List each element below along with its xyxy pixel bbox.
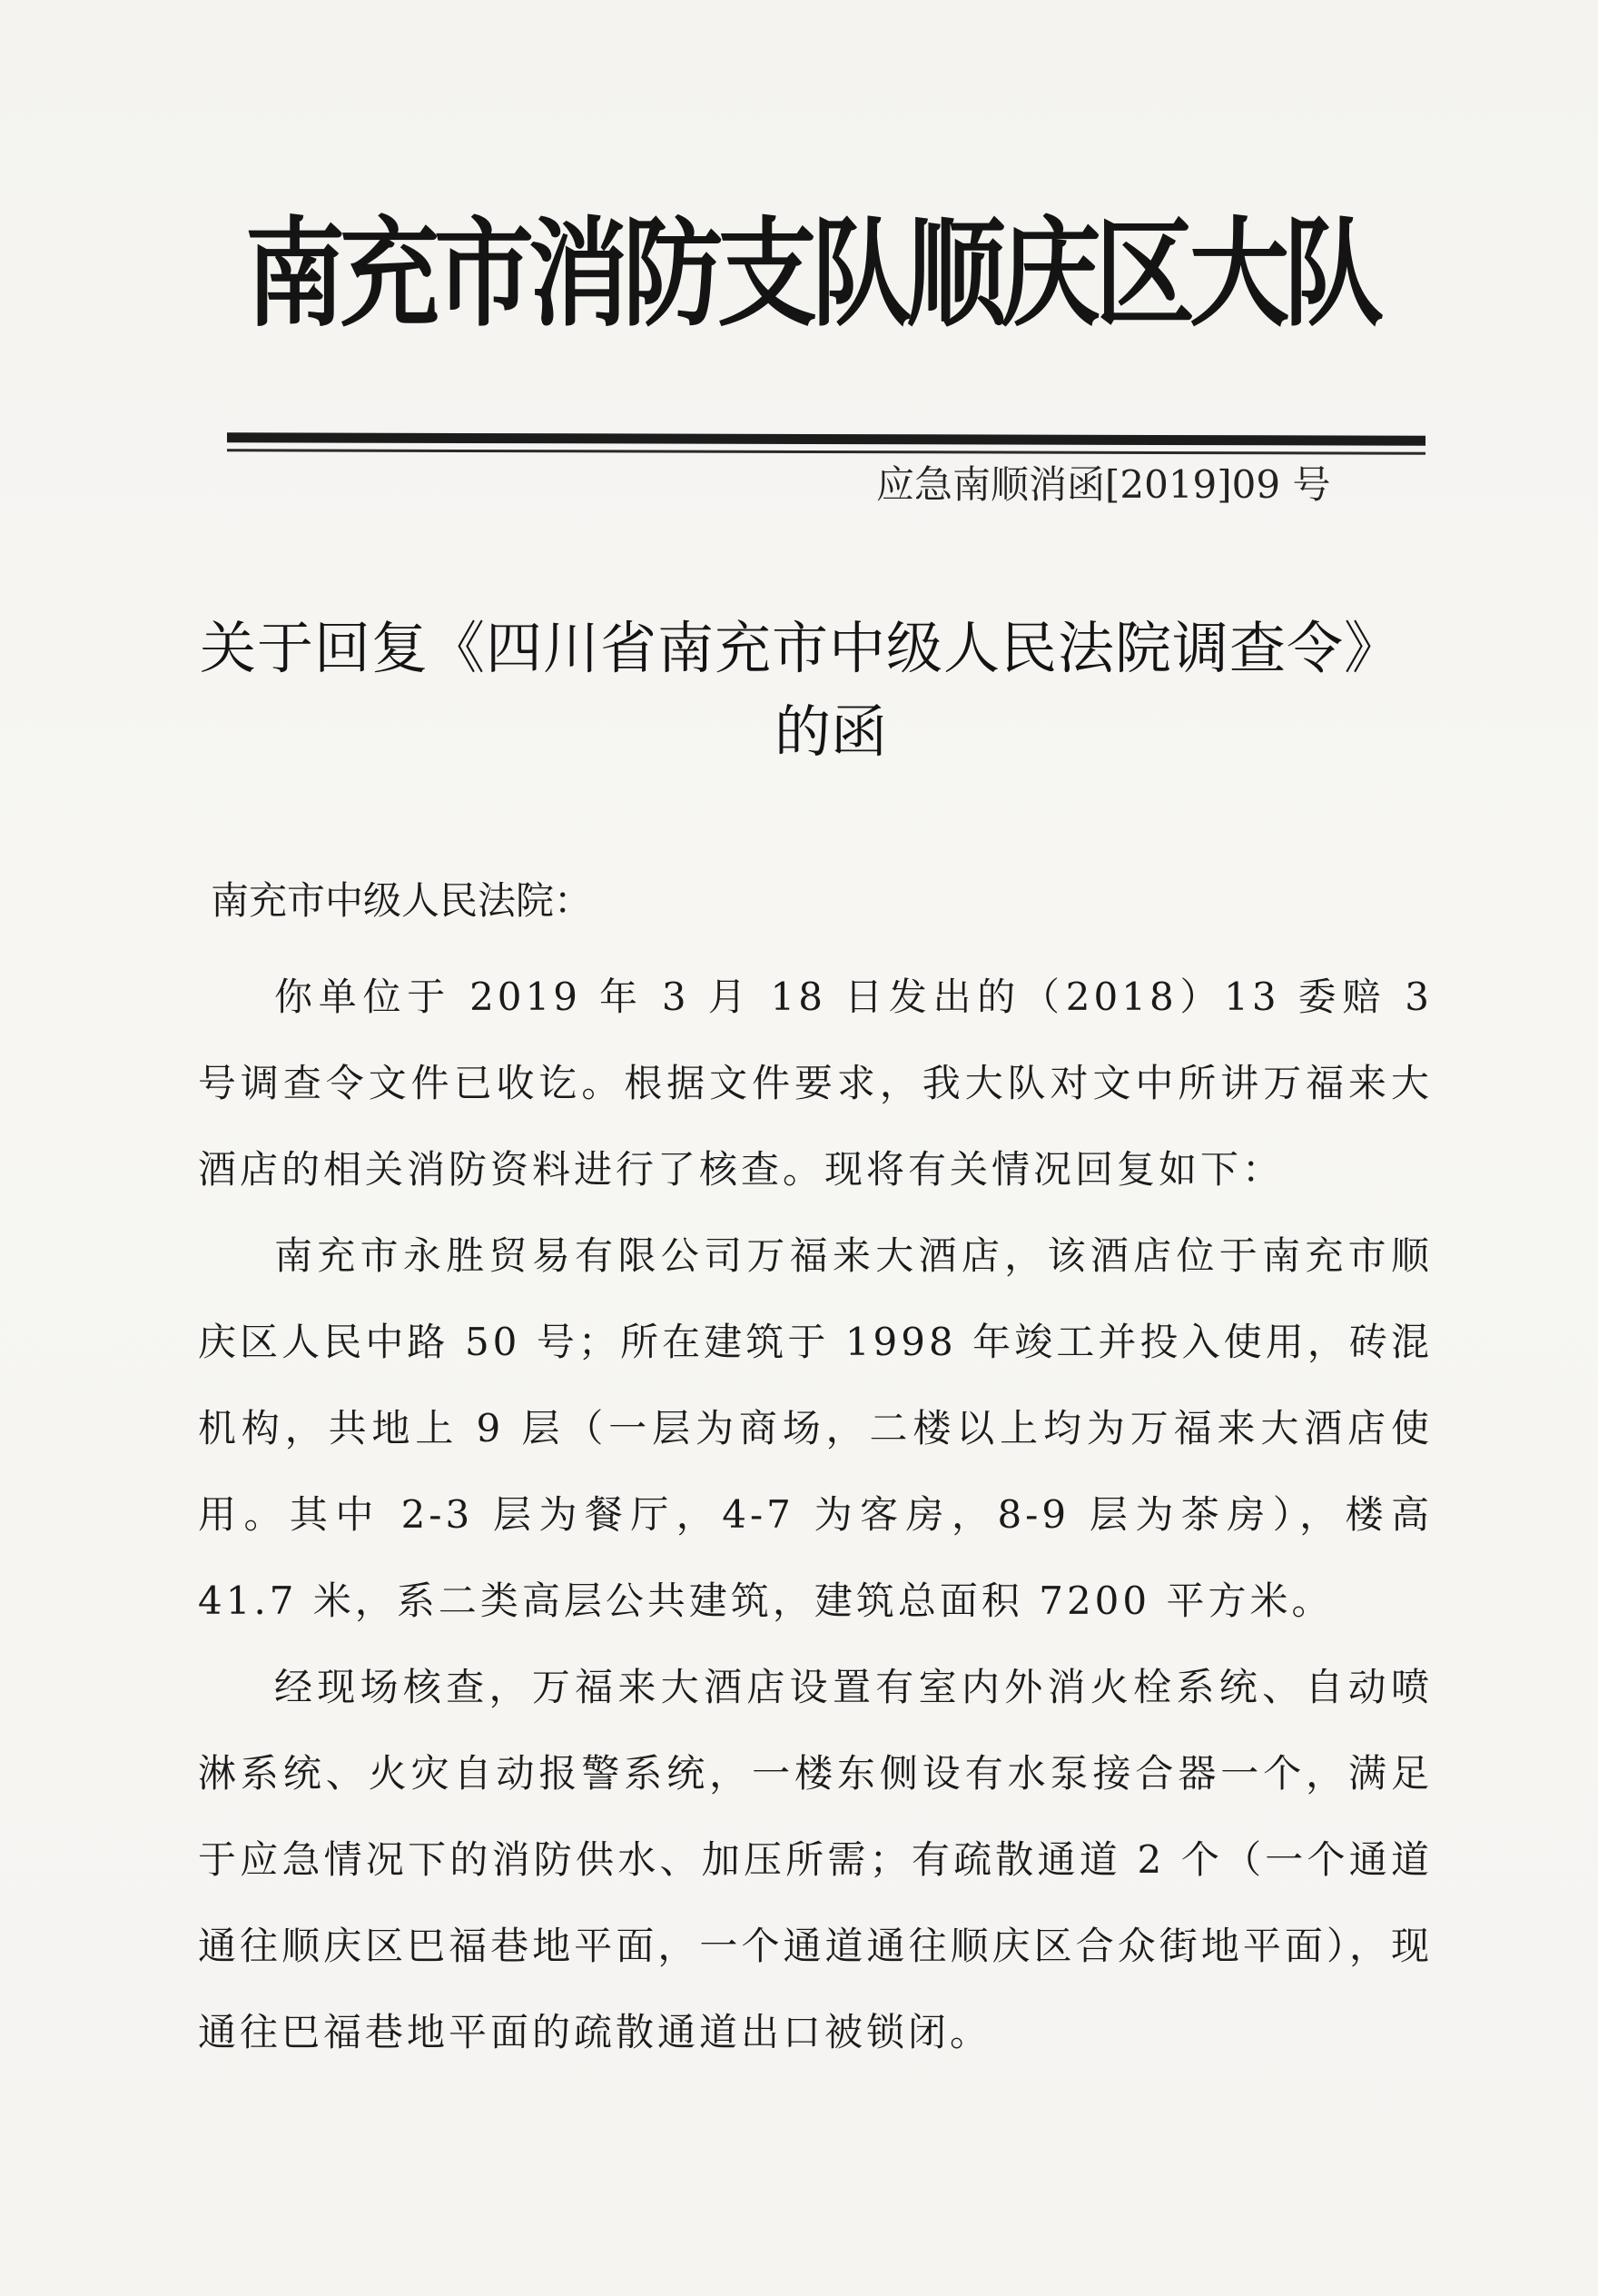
letter-body	[198, 954, 1433, 2075]
body-paragraph: 你单位于 2019 年 3 月 18 日发出的（2018）13 委赔 3 号调查令文件已收讫。根据文件要求，我大队对文中所讲万福来大酒店的相关消防资料进行了核查。现将有关情况回复如下：	[198, 975, 1433, 1192]
body-paragraph: 南充市永胜贸易有限公司万福来大酒店，该酒店位于南充市顺庆区人民中路 50 号；所在建筑于 1998 年竣工并投入使用，砖混机构，共地上 9 层（一层为商场，二楼以上均为万福来大酒店使用。其中 2-3 层为餐厅，4-7 为客房，8-9 层为茶房），楼高 41.7 米，系二类高层公共建筑，建筑总面积 7200 平方米。	[198, 1233, 1433, 1623]
header-rule-thick	[227, 432, 1425, 445]
document-title	[200, 607, 1453, 774]
header-rule-thin	[227, 449, 1425, 454]
organization-header: 南充市消防支队顺庆区大队	[245, 205, 1378, 343]
document-title-line-2: 的函	[774, 698, 887, 765]
document-number: 应急南顺消函[2019]09 号	[876, 462, 1331, 507]
salutation: 南充市中级人民法院：	[211, 878, 593, 923]
document-title-line-1: 关于回复《四川省南充市中级人民法院调查令》	[200, 615, 1402, 681]
body-paragraph: 经现场核查，万福来大酒店设置有室内外消火栓系统、自动喷淋系统、火灾自动报警系统，一楼东侧设有水泵接合器一个，满足于应急情况下的消防供水、加压所需；有疏散通道 2 个（一个通道通往顺庆区巴福巷地平面，一个通道通往顺庆区合众街地平面），现通往巴福巷地平面的疏散通道出口被锁闭。	[198, 1665, 1433, 2054]
